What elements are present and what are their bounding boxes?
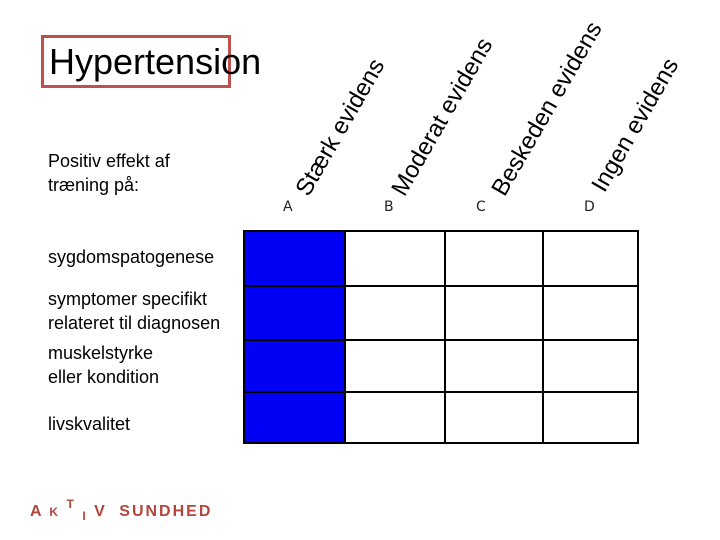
logo-letter: K <box>49 505 61 519</box>
column-letter-c: C <box>476 199 486 215</box>
row-label-symptoms <box>48 287 220 335</box>
row-label-quality-of-life <box>48 412 130 436</box>
grid-cell-r3-a <box>245 340 345 392</box>
grid-cell-r1-b <box>345 232 445 286</box>
slide-title: Hypertension <box>49 41 262 82</box>
grid-column-divider <box>542 232 544 442</box>
column-header-strong: Stærk evidens <box>290 54 391 201</box>
grid-cell-r1-c <box>445 232 543 286</box>
column-letter-b: B <box>384 199 394 215</box>
grid-row-divider <box>245 339 637 341</box>
row-label-line: muskelstyrke <box>48 343 154 363</box>
grid-cell-r2-c <box>445 286 543 340</box>
subtitle <box>48 149 170 197</box>
logo-letter: A <box>30 503 43 520</box>
column-letter-d: D <box>584 199 595 215</box>
column-header-none: Ingen evidens <box>586 53 685 197</box>
row-label-line: livskvalitet <box>48 414 131 434</box>
logo-letter: I <box>82 509 88 523</box>
evidence-grid <box>243 230 639 444</box>
grid-cell-r4-a <box>245 392 345 442</box>
grid-cell-r4-c <box>445 392 543 442</box>
column-header-moderate: Moderat evidens <box>386 33 499 201</box>
grid-cell-r2-d <box>543 286 637 340</box>
grid-cell-r3-d <box>543 340 637 392</box>
row-label-line: eller kondition <box>48 367 160 387</box>
logo-word: SUNDHED <box>119 503 213 520</box>
grid-cell-r1-a <box>245 232 345 286</box>
aktiv-sundhed-logo <box>30 497 213 523</box>
row-label-line: relateret til diagnosen <box>48 313 221 333</box>
row-label-strength <box>48 341 159 389</box>
subtitle-line-2: træning på: <box>48 175 140 195</box>
row-label-line: sygdomspatogenese <box>48 247 215 267</box>
row-label-pathogenesis <box>48 245 214 269</box>
grid-row-divider <box>245 285 637 287</box>
grid-cell-r2-b <box>345 286 445 340</box>
row-label-line: symptomer specifikt <box>48 289 208 309</box>
grid-cell-r3-c <box>445 340 543 392</box>
grid-cell-r4-d <box>543 392 637 442</box>
grid-column-divider <box>444 232 446 442</box>
grid-cell-r4-b <box>345 392 445 442</box>
logo-letter: T <box>66 497 76 511</box>
grid-cell-r1-d <box>543 232 637 286</box>
column-header-modest: Beskeden evidens <box>486 17 608 201</box>
logo-letter: V <box>94 503 107 520</box>
subtitle-line-1: Positiv effekt af <box>48 151 170 171</box>
column-letter-a: A <box>283 199 293 215</box>
grid-cell-r3-b <box>345 340 445 392</box>
grid-cell-r2-a <box>245 286 345 340</box>
grid-row-divider <box>245 391 637 393</box>
grid-column-divider <box>344 232 346 442</box>
